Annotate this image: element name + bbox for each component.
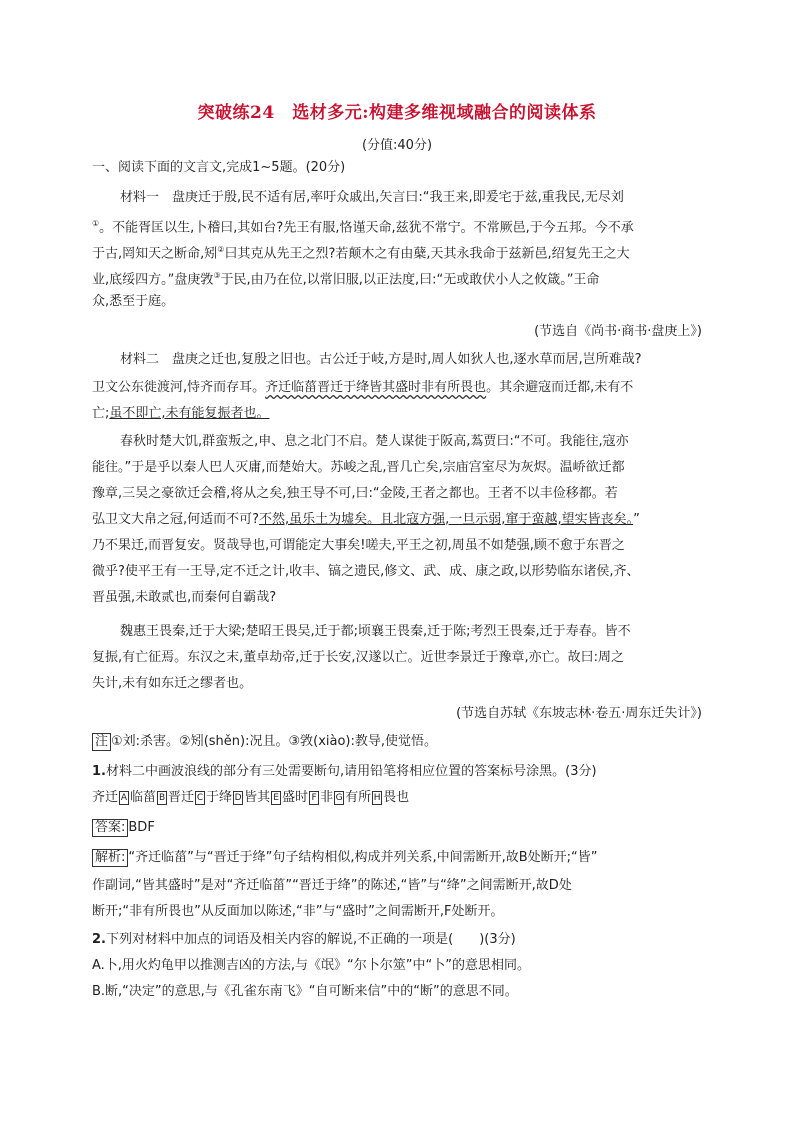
segment: 齐迁: [92, 790, 119, 805]
option-box-g[interactable]: G: [335, 793, 343, 803]
underlined-text: 不然,虽乐土为墟矣。且北寇方强,一旦示弱,窜于蛮越,望实皆丧矣。: [259, 512, 634, 527]
question-1: [92, 762, 702, 782]
material2-line: [92, 510, 702, 530]
text-span: 业,底绥四方。”盘庚敩: [92, 272, 214, 288]
answer-label: 答案:: [92, 819, 128, 837]
analysis-label: 解析:: [92, 849, 128, 867]
material1-line: [92, 266, 702, 290]
text-span: 亡;: [92, 406, 110, 421]
material2-line: 失计,未有如东迁之缪者也。: [92, 676, 253, 691]
material2-line: 豫章,三吴之豪欲迁会稽,将从之矣,独王导不可,曰:“金陵,王者之都也。王者不以丰俭移都。若: [92, 486, 618, 501]
question-number: 1.: [92, 764, 106, 779]
analysis-line: 作副词,“皆其盛时”是对“齐迁临菑”“晋迁于绛”的陈述,“皆”与“绛”之间需断开,故D处: [92, 878, 572, 893]
footnote-ref: ①: [92, 219, 100, 228]
question-2: [92, 930, 702, 950]
annotation-note: [92, 732, 702, 752]
question-number: 2.: [92, 932, 106, 947]
option-box-h[interactable]: H: [373, 793, 381, 803]
answer-options-row: [92, 788, 702, 808]
material1-line: 众,悉至于庭。: [92, 294, 175, 309]
segment: 临菑: [130, 790, 157, 805]
material2-line: 春秋时楚大饥,群蛮叛之,申、息之北门不启。楚人谋徙于阪高,蒍贾曰:“不可。我能往,寇亦: [120, 434, 629, 449]
text-span: 于古,罔知天之断命,矧: [92, 246, 218, 262]
text-span: 卫文公东徙渡河,恃齐而存耳。: [92, 380, 266, 395]
analysis-text: “齐迁临菑”与“晋迁于绛”句子结构相似,构成并列关系,中间需断开,故B处断开;“皆”: [128, 850, 598, 865]
page-title: 突破练24 选材多元:构建多维视域融合的阅读体系: [197, 103, 597, 123]
footnote-ref: ③: [213, 271, 221, 280]
option-box-c[interactable]: C: [196, 793, 204, 803]
segment: 非: [320, 790, 334, 805]
material1-line: 材料一 盘庚迁于殷,民不适有居,率吁众戚出,矢言曰:“我王来,即爰宅于兹,重我民,无尽刘: [120, 190, 624, 205]
material1-line: [92, 240, 702, 264]
analysis-line: [92, 848, 702, 868]
text-span: 曰其克从先王之烈?若颠木之有由蘖,天其永我命于兹新邑,绍复先王之大: [224, 246, 630, 262]
answer-value: BDF: [128, 820, 155, 835]
material1-source: (节选自《尚书·商书·盘庚上》): [534, 324, 702, 339]
material2-line: 乃不果迁,而晋复安。贤哉导也,可谓能定大事矣!嗟夫,平王之初,周虽不如楚强,顾不愈于东晋之: [92, 538, 625, 553]
choice-a: A.卜,用火灼龟甲以推测吉凶的方法,与《氓》“尔卜尔筮”中“卜”的意思相同。: [92, 958, 531, 973]
section-heading: 一、阅读下面的文言文,完成1~5题。(20分): [92, 160, 346, 175]
underlined-text: 虽不即亡,未有能复振者也。: [109, 406, 270, 421]
text-span: 于民,由乃在位,以常旧服,以正法度,曰:“无或敢伏小人之攸箴。”王命: [220, 272, 600, 288]
material2-source: (节选自苏轼《东坡志林·卷五·周东迁失计》): [456, 706, 702, 721]
material2-line: 复振,有亡征焉。东汉之末,董卓劫帝,迁于长安,汉遂以亡。近世李景迁于豫章,亦亡。故曰:周之: [92, 650, 625, 665]
segment: 有所: [345, 790, 372, 805]
material2-line: [92, 378, 702, 398]
score-note: (分值:40分): [361, 138, 433, 153]
text-span: 弘卫文大帛之冠,何适而不可?: [92, 512, 260, 527]
option-box-e[interactable]: E: [271, 791, 281, 805]
text-span: 。不能胥匡以生,卜稽曰,其如台?先王有服,恪谨天命,兹犹不常宁。不常厥邑,于今五邦。今不承: [99, 220, 634, 236]
note-label: 注: [92, 733, 111, 751]
answer-line: [92, 818, 702, 838]
text-span: ”: [633, 512, 640, 527]
segment: 畏也: [383, 790, 410, 805]
material2-line: 能往。”于是乎以秦人巴人灭庸,而楚始大。苏峻之乱,晋几亡矣,宗庙宫室尽为灰烬。温峤欲迁都: [92, 460, 625, 475]
segment: 皆其: [244, 790, 271, 805]
option-box-b[interactable]: B: [158, 793, 166, 803]
question-text: 下列对材料中加点的词语及相关内容的解说,不正确的一项是( )(3分): [105, 932, 516, 947]
material2-line: 材料二 盘庚之迁也,复殷之旧也。古公迁于岐,方是时,周人如狄人也,逐水草而居,岂所难哉?: [120, 352, 642, 367]
option-box-d[interactable]: D: [234, 793, 242, 803]
wavy-underlined-text: 齐迁临菑晋迁于绛皆其盛时非有所畏也: [265, 380, 487, 395]
note-text: ①刘:杀害。②矧(shěn):况且。③敩(xiào):教导,使觉悟。: [111, 734, 438, 749]
material2-line: 晋虽强,未敢贰也,而秦何自霸哉?: [92, 590, 277, 605]
option-box-f[interactable]: F: [309, 791, 319, 805]
material2-line: 魏惠王畏秦,迁于大梁;楚昭王畏吴,迁于都;顷襄王畏秦,迁于陈;考烈王畏秦,迁于寿春。皆不: [120, 624, 631, 639]
material2-line: 微乎?使平王有一王导,定不迁之计,收丰、镐之遗民,修文、武、成、康之政,以形势临东诸侯,齐、: [92, 564, 640, 579]
analysis-line: 断开;“非有所畏也”从反面加以陈述,“非”与“盛时”之间需断开,F处断开。: [92, 904, 504, 919]
material1-line: [92, 214, 702, 238]
text-span: 。其余避寇而迁都,未有不: [486, 380, 634, 395]
question-text: 材料二中画波浪线的部分有三处需要断句,请用铅笔将相应位置的答案标号涂黑。(3分): [105, 764, 597, 779]
choice-b: B.断,“决定”的意思,与《孔雀东南飞》“自可断来信”中的“断”的意思不同。: [92, 984, 518, 999]
segment: 于绛: [206, 790, 233, 805]
segment: 晋迁: [168, 790, 195, 805]
option-box-a[interactable]: A: [120, 793, 128, 803]
footnote-ref: ②: [217, 245, 225, 254]
material2-line: [92, 404, 702, 424]
segment: 盛时: [282, 790, 309, 805]
